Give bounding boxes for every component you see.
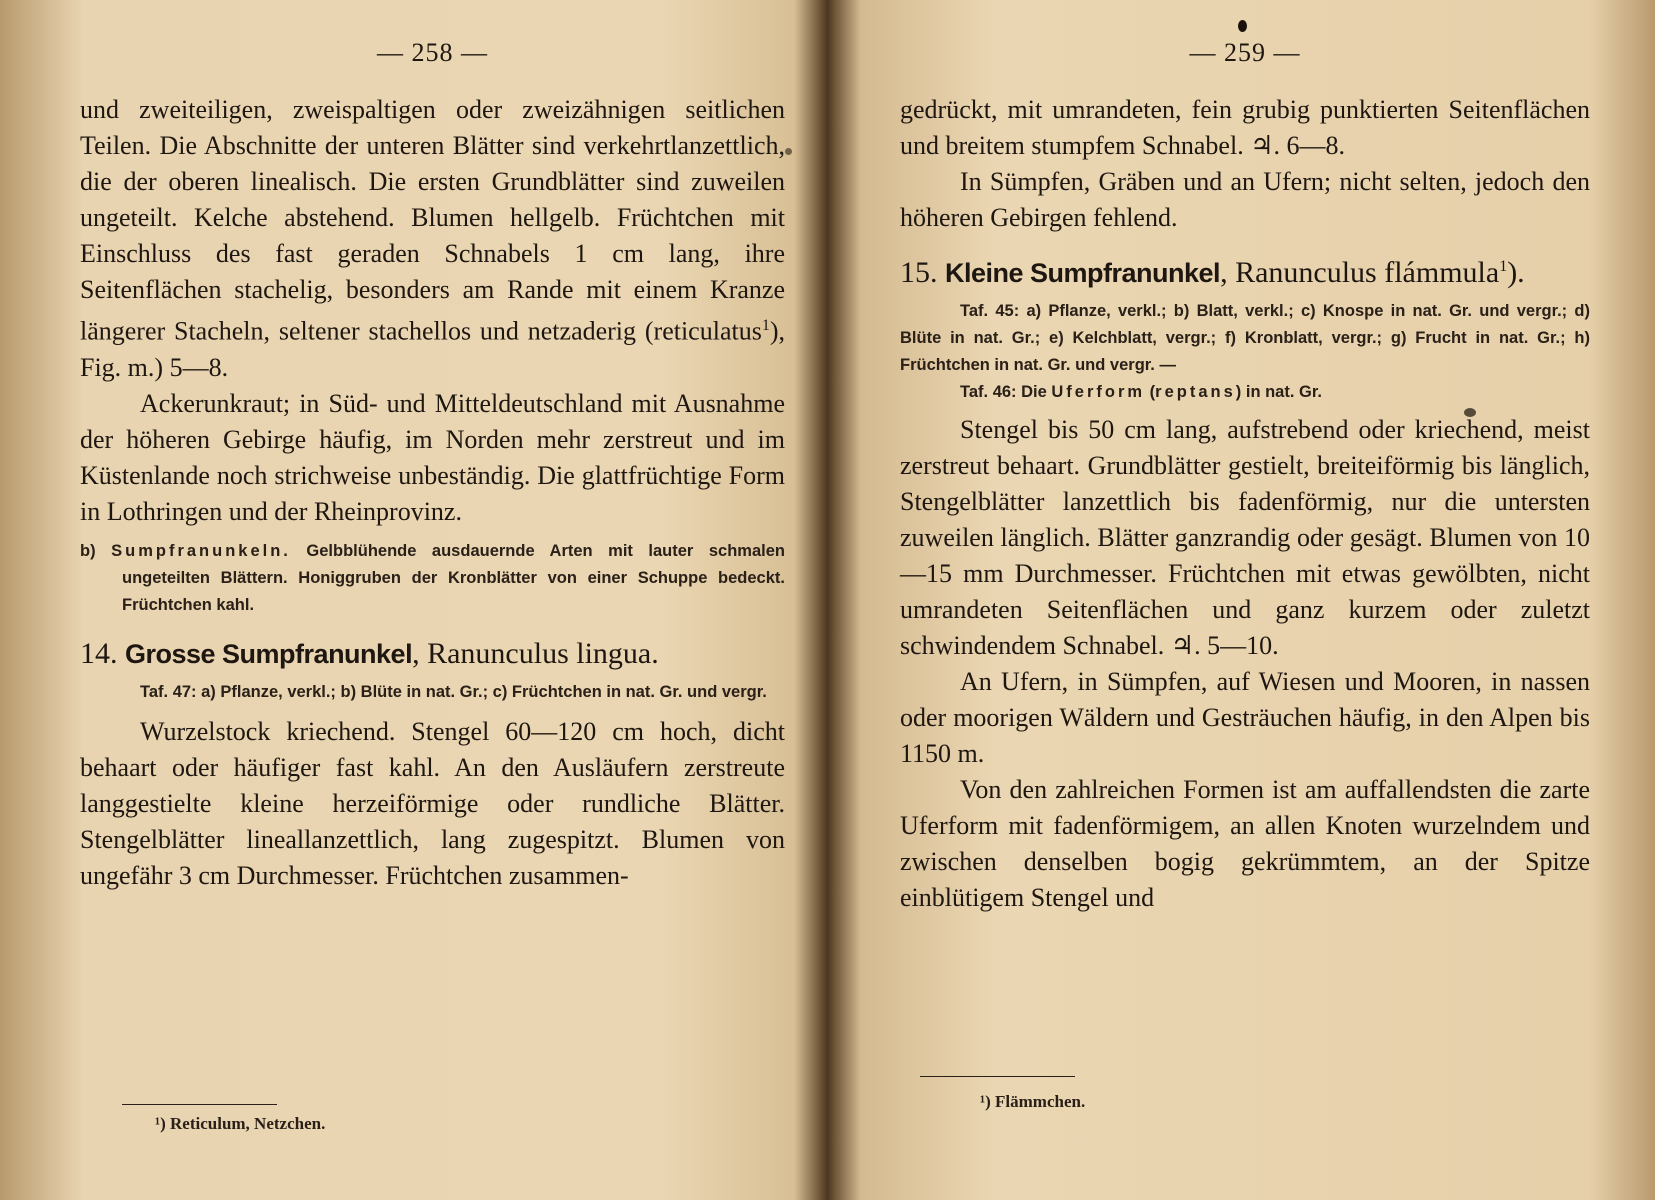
paragraph: Stengel bis 50 cm lang, aufstrebend oder kriechend, meist zerstreut behaart. Grundblätter gestielt, breiteiförmig bis länglich, Stengelblätter lanzettlich bis fadenförmig, nur die untersten zuweilen länglich. Blätter ganzrandig oder gesägt. Blumen von 10—15 mm Durchmesser. Früchtchen mit etwas gewölbten, nicht umrandeten Seitenflächen und ganz kurzem oder zuletzt schwindendem Schnabel. ♃. 5—10. — [900, 415, 1590, 660]
plate-reference: Taf. 47: a) Pflanze, verkl.; b) Blüte in nat. Gr.; c) Früchtchen in nat. Gr. und vergr. — [140, 682, 767, 701]
ink-spot — [785, 148, 792, 155]
paragraph: An Ufern, in Sümpfen, auf Wiesen und Mooren, in nassen oder moorigen Wäldern und Gesträuchen häufig, in den Alpen bis 1150 m. — [900, 667, 1590, 768]
right-page-body — [900, 92, 1590, 916]
left-page-body — [80, 92, 785, 894]
page-number: — 259 — — [1189, 38, 1301, 67]
footnote: ¹) Flämmchen. — [980, 1092, 1086, 1111]
paragraph: In Sümpfen, Gräben und an Ufern; nicht selten, jedoch den höheren Gebirgen fehlend. — [900, 167, 1590, 232]
paragraph: Wurzelstock kriechend. Stengel 60—120 cm hoch, dicht behaart oder häufiger fast kahl. An den Ausläufern zerstreute langgestielte kleine herzeiförmige oder rundliche Blätter. Stengelblätter lineallanzettlich, lang zugespitzt. Blumen von ungefähr 3 cm Durchmesser. Früchtchen zusammen- — [80, 716, 785, 890]
plate-reference: Taf. 45: a) Pflanze, verkl.; b) Blatt, verkl.; c) Knospe in nat. Gr. und vergr.; d) Blüte in nat. Gr.; e) Kelchblatt, vergr.; f) Kronblatt, vergr.; g) Frucht in nat. Gr.; h) Früchtchen in nat. Gr. und vergr. — — [900, 302, 1590, 374]
paragraph: gedrückt, mit umrandeten, fein grubig punktierten Seitenflächen und breitem stumpfem Schnabel. ♃. 6—8. — [900, 95, 1590, 160]
footnote: ¹) Reticulum, Netzchen. — [155, 1114, 326, 1133]
left-page — [80, 0, 785, 1200]
paragraph: Von den zahlreichen Formen ist am auffallendsten die zarte Uferform mit fadenförmigem, an allen Knoten wurzelndem und zwischen denselben bogig gekrümmtem, an der Spitze einblütigem Stengel und — [900, 775, 1590, 912]
species-heading: 14. Grosse Sumpfranunkel, Ranunculus lingua. — [80, 636, 659, 670]
right-page — [900, 0, 1590, 1200]
subsection-note: b) Sumpfranunkeln. Gelbblühende ausdauernde Arten mit lauter schmalen ungeteilten Blättern. Honiggruben der Kronblätter von einer Schuppe bedeckt. Früchtchen kahl. — [80, 541, 785, 614]
page-number: — 258 — — [377, 38, 488, 67]
footnote-rule — [920, 1076, 1075, 1077]
paragraph: und zweiteiligen, zweispaltigen oder zweizähnigen seitlichen Teilen. Die Abschnitte der unteren Blätter sind verkehrtlanzettlich, die der oberen linealisch. Die ersten Grundblätter sind zuweilen ungeteilt. Kelche abstehend. Blumen hellgelb. Früchtchen mit Einschluss des fast geraden Schnabels 1 cm lang, ihre Seitenflächen stachelig, besonders am Rande mit einem Kranze längerer Stacheln, seltener stachellos und netzaderig (reticulatus$^1$), Fig. m.) 5—8. — [80, 95, 785, 382]
species-heading: 15. Kleine Sumpfranunkel, Ranunculus flámmula$^1$). — [900, 256, 1525, 289]
plate-reference: Taf. 46: Die Uferform (reptans) in nat. Gr. — [960, 383, 1322, 401]
footnote-rule — [122, 1104, 277, 1105]
paragraph: Ackerunkraut; in Süd- und Mitteldeutschland mit Ausnahme der höheren Gebirge häufig, im Norden mehr zerstreut und im Küstenlande noch strichweise unbeständig. Die glattfrüchtige Form in Lothringen und der Rheinprovinz. — [80, 388, 785, 526]
